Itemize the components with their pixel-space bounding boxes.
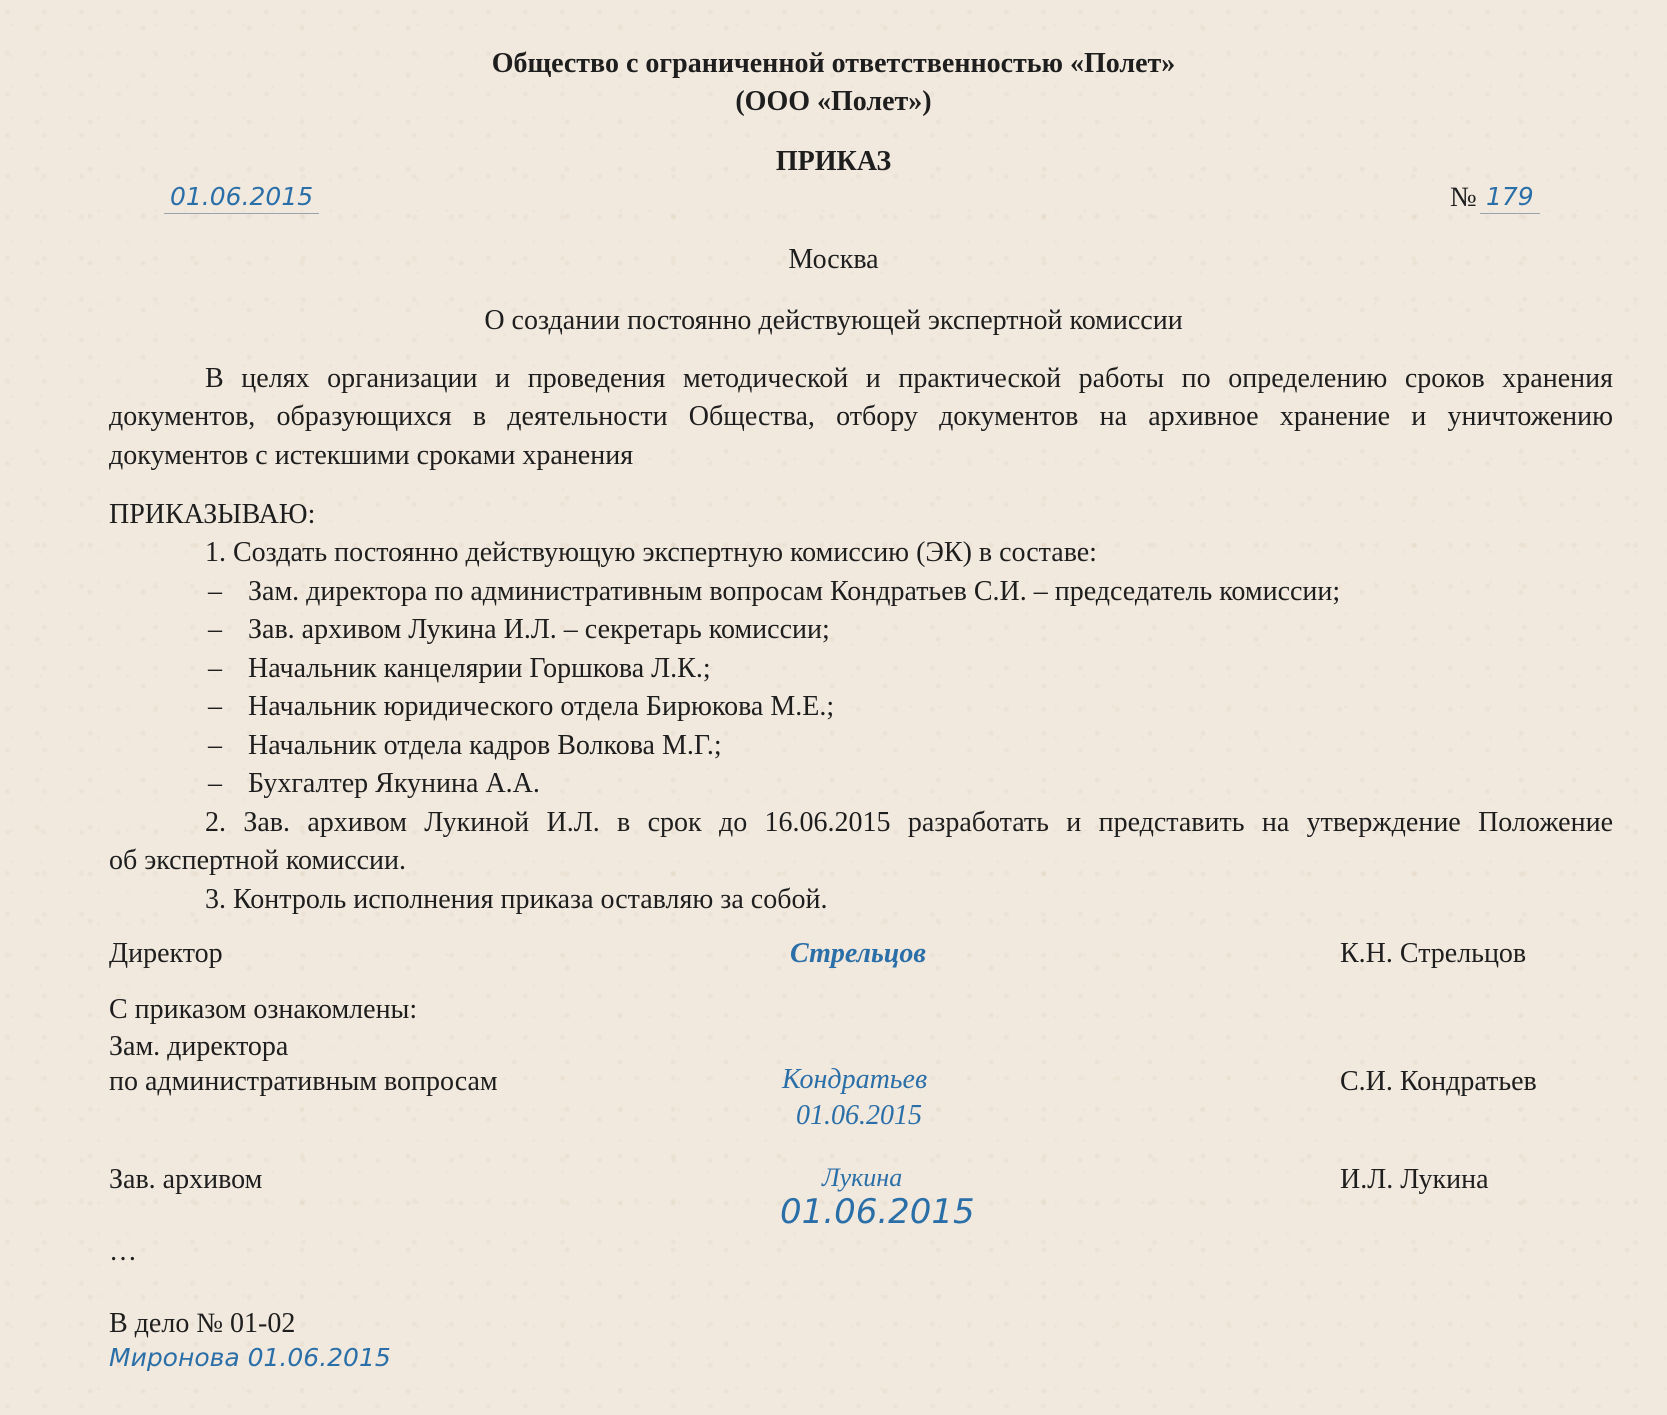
dash-marker: – bbox=[208, 730, 222, 761]
organization-full-name: Общество с ограниченной ответственностью «Полет» bbox=[491, 48, 1176, 79]
item-2-line-2: об экспертной комиссии. bbox=[109, 845, 407, 876]
order-word: ПРИКАЗЫВАЮ: bbox=[109, 499, 316, 530]
organization-short-name: (ООО «Полет») bbox=[735, 86, 932, 117]
dash-marker: – bbox=[208, 614, 222, 645]
item-3: 3. Контроль исполнения приказа оставляю за собой. bbox=[205, 884, 828, 915]
acknowledged-title: С приказом ознакомлены: bbox=[109, 994, 418, 1025]
ellipsis: … bbox=[109, 1236, 137, 1267]
city: Москва bbox=[788, 244, 879, 275]
member-text: Начальник канцелярии Горшкова Л.К.; bbox=[248, 653, 711, 684]
person1-name: С.И. Кондратьев bbox=[1340, 1066, 1537, 1097]
signatory-position: Директор bbox=[109, 938, 223, 969]
dash-marker: – bbox=[208, 768, 222, 799]
order-number-label: № bbox=[1450, 182, 1477, 213]
member-text: Бухгалтер Якунина А.А. bbox=[248, 768, 540, 799]
director-signature: Стрельцов bbox=[790, 938, 926, 969]
signatory-name: К.Н. Стрельцов bbox=[1340, 938, 1527, 969]
member-text: Зам. директора по административным вопросам Кондратьев С.И. – председатель комиссии; bbox=[248, 576, 1341, 607]
person1-sign-date: 01.06.2015 bbox=[796, 1100, 922, 1131]
preamble-line-2: документов, образующихся в деятельности Общества, отбору документов на архивное хранение и уничтожению bbox=[109, 401, 1613, 432]
document-type-title: ПРИКАЗ bbox=[775, 146, 892, 177]
order-number: 179 bbox=[1480, 182, 1540, 214]
dash-marker: – bbox=[208, 653, 222, 684]
member-text: Зав. архивом Лукина И.Л. – секретарь комиссии; bbox=[248, 614, 830, 645]
dash-marker: – bbox=[208, 576, 222, 607]
dash-marker: – bbox=[208, 691, 222, 722]
item-1: 1. Создать постоянно действующую экспертную комиссию (ЭК) в составе: bbox=[205, 537, 1097, 568]
member-text: Начальник отдела кадров Волкова М.Г.; bbox=[248, 730, 722, 761]
order-date: 01.06.2015 bbox=[164, 182, 319, 214]
person2-position: Зав. архивом bbox=[109, 1164, 263, 1195]
preamble-line-3: документов с истекшими сроками хранения bbox=[109, 440, 634, 471]
person2-signature: Лукина bbox=[822, 1163, 903, 1192]
person1-position-line-2: по административным вопросам bbox=[109, 1066, 498, 1097]
filing-note: В дело № 01-02 bbox=[109, 1308, 296, 1339]
item-2-line-1: 2. Зав. архивом Лукиной И.Л. в срок до 16.06.2015 разработать и представить на утверждение Положение bbox=[205, 807, 1613, 838]
person2-sign-date: 01.06.2015 bbox=[780, 1192, 975, 1232]
person2-name: И.Л. Лукина bbox=[1340, 1164, 1489, 1195]
person1-signature: Кондратьев bbox=[782, 1064, 928, 1095]
order-subject: О создании постоянно действующей экспертной комиссии bbox=[484, 305, 1183, 336]
preamble-line-1: В целях организации и проведения методической и практической работы по определению сроков хранения bbox=[205, 363, 1613, 394]
member-text: Начальник юридического отдела Бирюкова М.Е.; bbox=[248, 691, 835, 722]
person1-position-line-1: Зам. директора bbox=[109, 1031, 289, 1062]
filing-signature: Миронова 01.06.2015 bbox=[109, 1343, 391, 1372]
